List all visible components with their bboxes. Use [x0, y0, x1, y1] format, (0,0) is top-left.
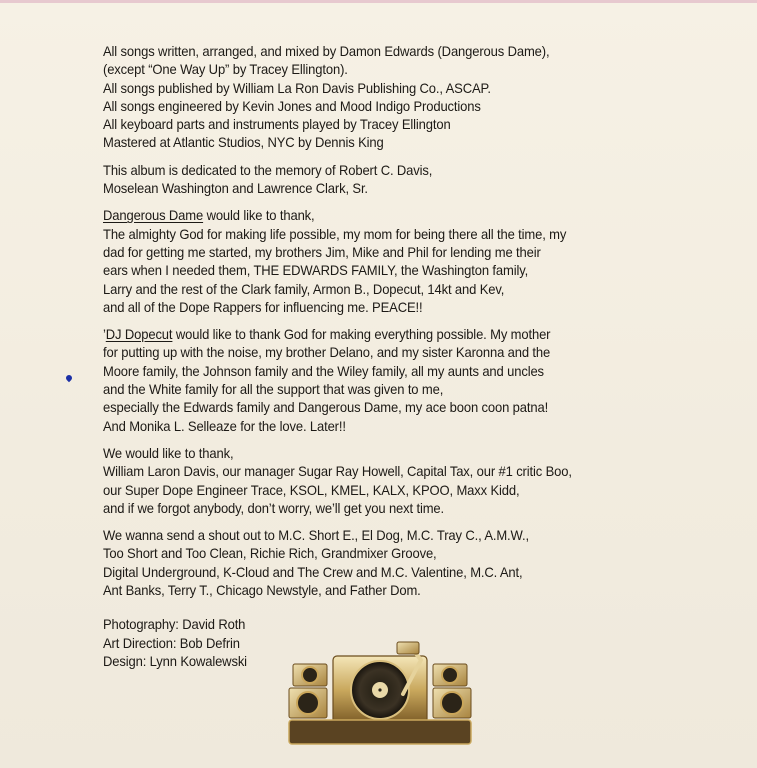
production-line: All songs written, arranged, and mixed by Damon Edwards (Dangerous Dame),	[103, 43, 550, 59]
production-credits	[103, 42, 680, 152]
dame-thanks-line: Larry and the rest of the Clark family, Armon B., Dopecut, 14kt and Kev,	[103, 280, 505, 297]
dopecut-thanks-line: And Monika L. Selleaze for the love. Later!!	[103, 417, 346, 434]
shout-out-line: Too Short and Too Clean, Richie Rich, Grandmixer Groove,	[103, 545, 437, 562]
credit-line: Design: Lynn Kowalewski	[103, 652, 247, 669]
dopecut-thanks-line: Moore family, the Johnson family and the Wiley family, all my aunts and uncles	[103, 362, 544, 379]
dj-dopecut-thanks	[103, 325, 680, 435]
production-line: All keyboard parts and instruments played by Tracey Ellington	[103, 116, 451, 133]
dedication	[103, 161, 680, 198]
liner-notes-text	[103, 42, 680, 679]
page-top-edge	[0, 0, 757, 3]
dame-thanks-intro-rest: would like to thank,	[203, 207, 315, 224]
dopecut-thanks-first-rest: would like to thank God for making everything possible. My mother	[172, 326, 551, 343]
group-thanks-line: We would like to thank,	[103, 444, 234, 461]
dopecut-thanks-line: for putting up with the noise, my brother Delano, and my sister Karonna and the	[103, 344, 551, 361]
turntable-icon	[333, 642, 427, 724]
blue-ink-mark	[65, 374, 73, 382]
dame-thanks-line: ears when I needed them, THE EDWARDS FAMILY, the Washington family,	[103, 262, 529, 279]
rap-music-guide-logo	[285, 636, 475, 748]
dame-thanks-line: dad for getting me started, my brothers Jim, Mike and Phil for lending me their	[103, 243, 541, 260]
logo-banner	[289, 720, 471, 744]
dame-thanks-line: and all of the Dope Rappers for influencing me. PEACE!!	[103, 298, 423, 315]
credit-line: Photography: David Roth	[103, 616, 246, 633]
group-thanks-line: and if we forgot anybody, don’t worry, we’ll get you next time.	[103, 499, 445, 516]
shout-outs	[103, 526, 680, 599]
dopecut-thanks-line: especially the Edwards family and Dangerous Dame, my ace boon coon patna!	[103, 399, 549, 416]
left-speaker-icon	[289, 664, 327, 718]
production-line: (except “One Way Up” by Tracey Ellington).	[103, 61, 348, 78]
shout-out-line: We wanna send a shout out to M.C. Short E., El Dog, M.C. Tray C., A.M.W.,	[103, 527, 529, 544]
dopecut-thanks-line: and the White family for all the support that was given to me,	[103, 381, 444, 398]
credit-line: Art Direction: Bob Defrin	[103, 634, 240, 651]
dangerous-dame-name: Dangerous Dame	[103, 207, 204, 224]
group-thanks-line: William Laron Davis, our manager Sugar Ray Howell, Capital Tax, our #1 critic Boo,	[103, 463, 572, 480]
group-thanks	[103, 444, 680, 517]
dedication-line: Moselean Washington and Lawrence Clark, Sr.	[103, 180, 368, 197]
dame-thanks-intro	[103, 206, 680, 224]
dopecut-thanks-intro	[103, 325, 680, 343]
production-line: All songs engineered by Kevin Jones and Mood Indigo Productions	[103, 97, 481, 114]
dedication-line: This album is dedicated to the memory of Robert C. Davis,	[103, 161, 433, 178]
group-thanks-line: our Super Dope Engineer Trace, KSOL, KMEL, KALX, KPOO, Maxx Kidd,	[103, 481, 520, 498]
production-line: Mastered at Atlantic Studios, NYC by Dennis King	[103, 134, 384, 151]
dopecut-prefix: ’	[103, 326, 106, 343]
dj-dopecut-name: DJ Dopecut	[105, 326, 173, 343]
production-line: All songs published by William La Ron Davis Publishing Co., ASCAP.	[103, 79, 491, 96]
right-speaker-icon	[433, 664, 471, 718]
shout-out-line: Digital Underground, K-Cloud and The Crew and M.C. Valentine, M.C. Ant,	[103, 563, 523, 580]
dangerous-dame-thanks	[103, 206, 680, 316]
shout-out-line: Ant Banks, Terry T., Chicago Newstyle, and Father Dom.	[103, 582, 421, 599]
dame-thanks-line: The almighty God for making life possible, my mom for being there all the time, my	[103, 225, 567, 242]
